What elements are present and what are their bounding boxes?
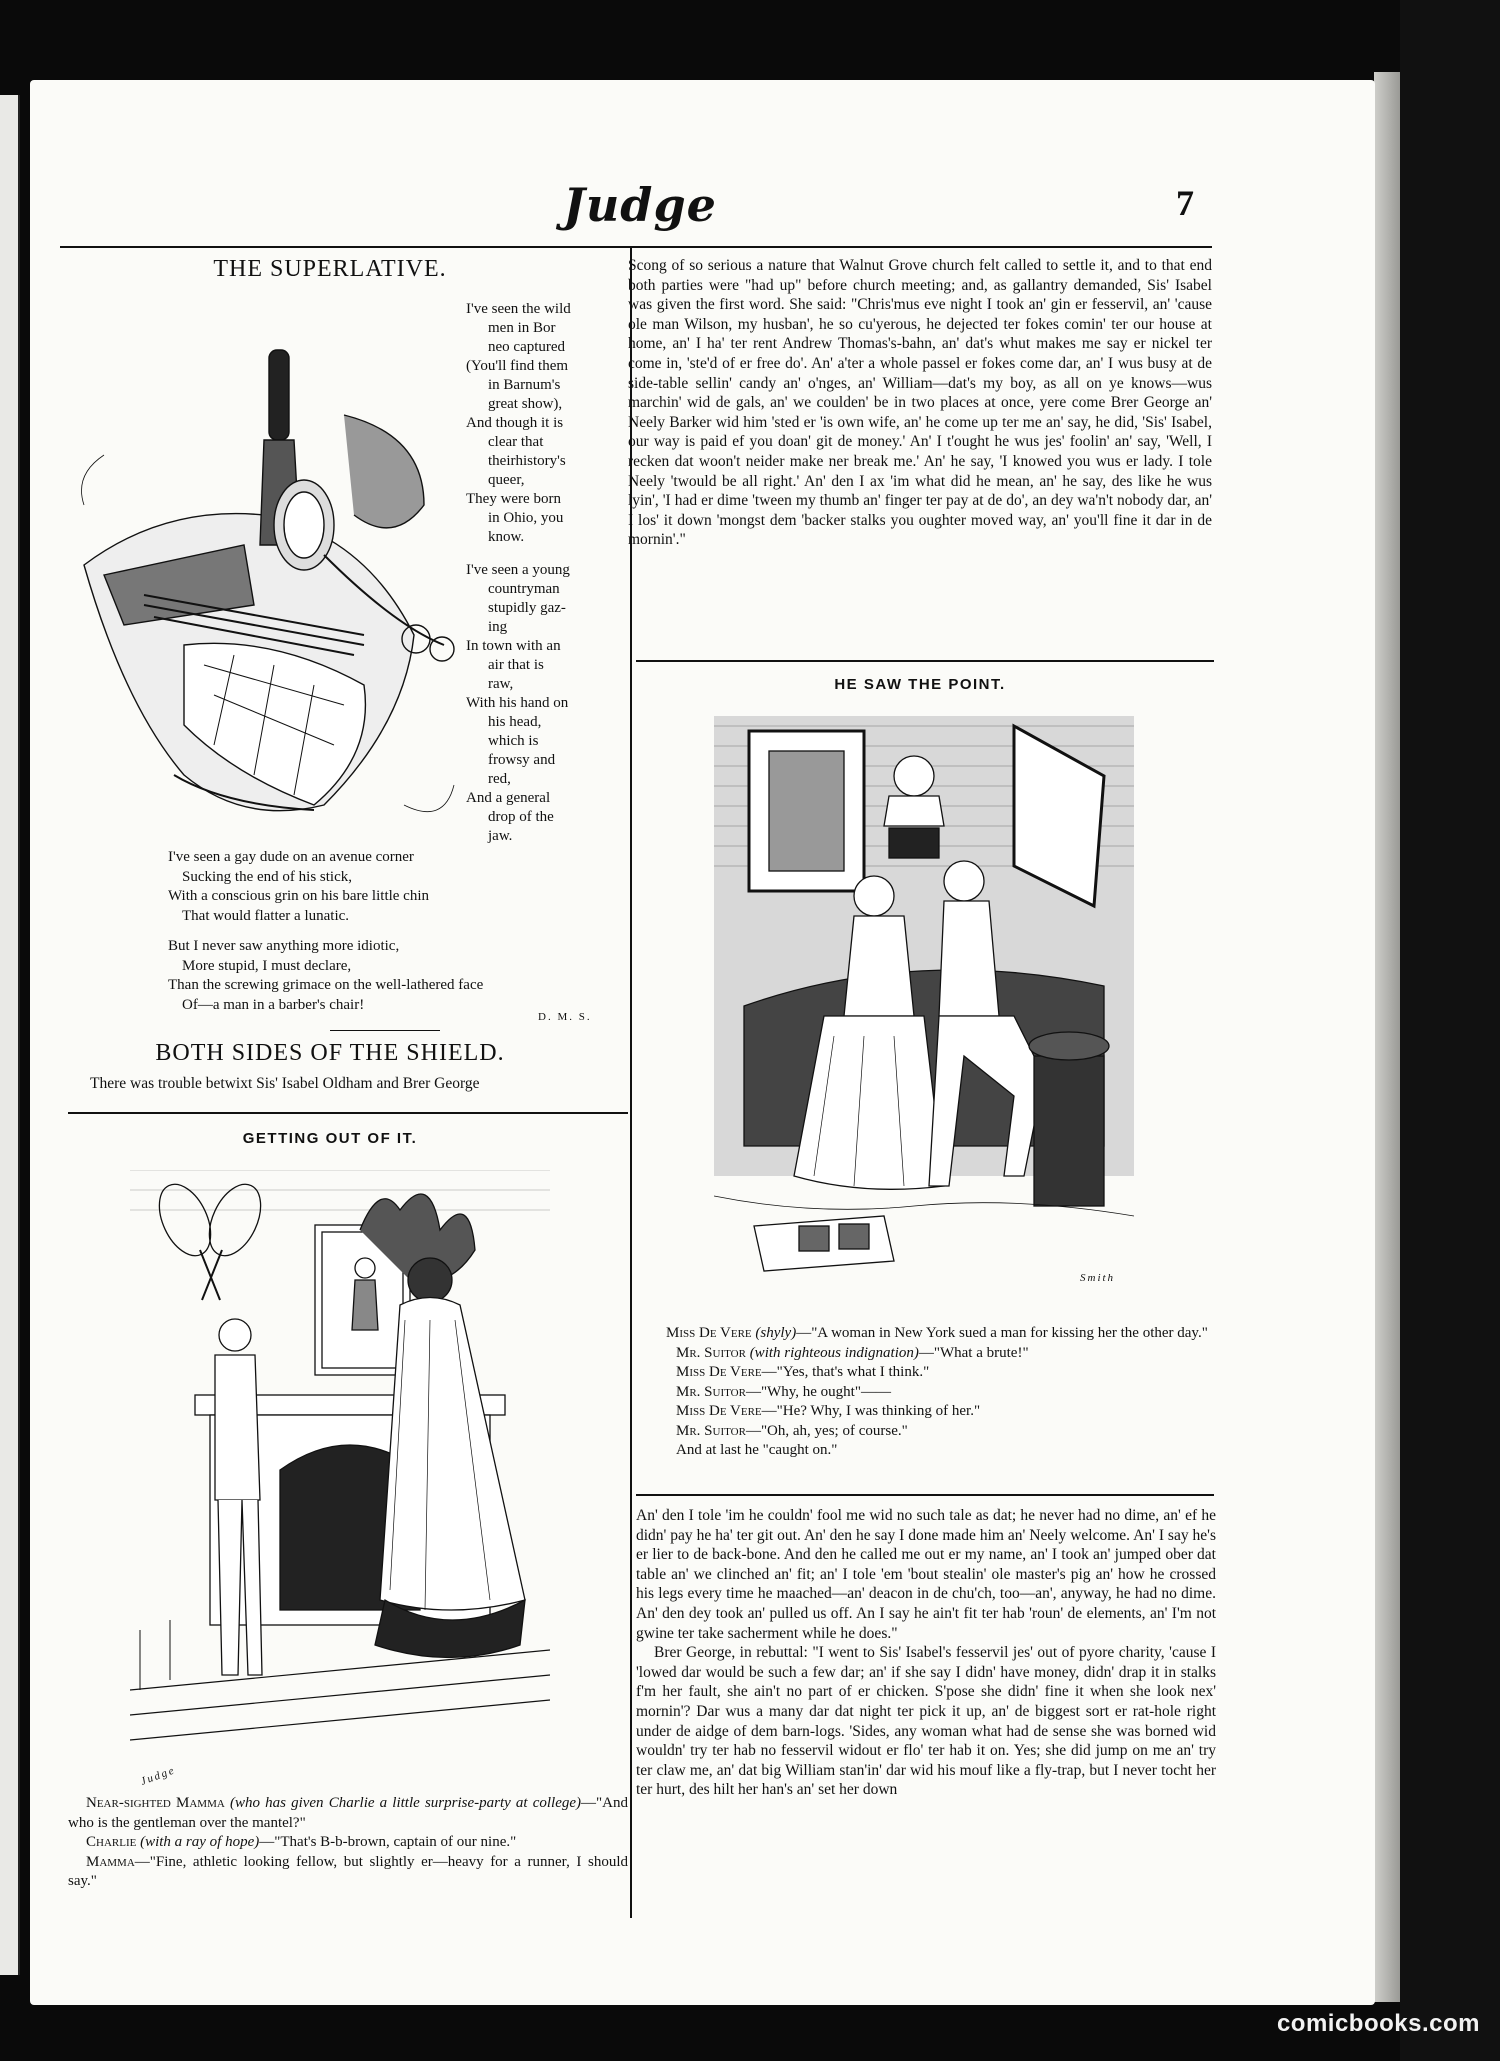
- dialog-line: [636, 1324, 1216, 1344]
- poem-line: That would flatter a lunatic.: [182, 907, 350, 924]
- shield-title: BOTH SIDES OF THE SHIELD.: [155, 1040, 505, 1066]
- spoken-text: —"He? Why, I was thinking of her.": [761, 1403, 981, 1419]
- spoken-text: —"A woman in New York sued a man for kissing her the other day.": [796, 1325, 1208, 1341]
- poem-line: And a general: [466, 790, 551, 806]
- illustration-signature: Smith: [1080, 1272, 1116, 1284]
- spoken-text: —"Fine, athletic looking fellow, but slightly er—heavy for a runner, I should say.": [68, 1853, 628, 1889]
- poem-line: I've seen a young: [466, 562, 570, 578]
- spoken-text: —"That's B-b-brown, captain of our nine.": [259, 1834, 517, 1850]
- poem-line: in Barnum's: [488, 377, 561, 393]
- poem-line: jaw.: [488, 828, 513, 844]
- poem-line: Than the screwing grimace on the well-lathered face: [168, 977, 484, 993]
- poem-line: More stupid, I must declare,: [182, 957, 352, 974]
- poem-line: know.: [488, 529, 525, 545]
- poem-line: In town with an: [466, 638, 561, 654]
- poem-line: I've seen the wild: [466, 301, 571, 317]
- poem-line: neo captured: [488, 339, 566, 355]
- side-stanza-1: [466, 300, 624, 547]
- poem-line: queer,: [488, 472, 525, 488]
- caption-line: [68, 1833, 628, 1853]
- paragraph: Brer George, in rebuttal: "I went to Sis' Isabel's fesservil jes' out of pyore charity, 'cause I 'lowed dar would be such a few dar; an' if she say I didn' have money, didn' drap it in stalks f'm her fault, she ain't no part of er chicken. S'pose she didn' fine it when she look nex' mornin'? Dar wus a many dar dat night ter pick it up, an' de biggest sort er rat-hole right under de aidge of dem barn-logs. 'Sides, any woman what had de sense she was borned wid wouldn' try ter hab no fesservil widout er flo' ter hab it on. Yes; she did jump on me an' try ter claw me, an' dat big William stan'in' dar wid his mouf like a fly-trap, but I never tocht her ter hurt, des hilt her han's an' set her down: [636, 1644, 1216, 1799]
- poem-line: They were born: [466, 491, 561, 507]
- shield-body-text-2: [636, 1506, 1216, 1800]
- poem-line: I've seen a gay dude on an avenue corner: [168, 849, 414, 865]
- spoken-text: —"And who is the gentleman over the mantel?": [68, 1795, 628, 1831]
- superlative-bottom-stanzas: [168, 848, 608, 1015]
- poem-line: frowsy and: [488, 752, 556, 768]
- shield-body-text-1: Scong of so serious a nature that Walnut Grove church felt called to settle it, and to that end both parties were "had up" before church meeting; and, as gallantry demanded, Sis' Isabel was given the first word. She said: "Chris'mus eve night I took an' gin er fesservil, an' 'cause ole man Wilson, my husban', he so cu'yerous, he dejected ter fokes comin' ter our house at home, an' I ha' ter rent Andrew Thomas's-bahn, an' dat's whut makes me say er nickel ter come in, 'ste'd of er free do'. An' a'ter a whole passel er fokes come dar, an' I wus busy at de side-table sellin' candy an' o'nges, an' William—dat's my boy, as all on ye knows—wus marchin' wid de gals, an' we coulden' be in two places at once, yere come Brer George an' Neely Barker wid him 'sted er 'is own wife, an' he come up ter me an' say, he did, 'Sis' Isabel, our way is paid ef you doan' git de money.' An' I t'ought he wus jes' foolin' an' say, 'Well, I recken dat woon't neider make ner break me.' An' he say, 'I knowed you wus er lady. I tole Neely 'twould be all right.' An' den I ax 'im what did he mean, an' he say, des like he wus lyin', 'I had er dime 'tween my thumb an' finger ter pay at de do', an dey wa'n't nobody dar, an' I los' it down 'mongst dem 'backer stalks you oughter moved way, an' you'll fine it dar in de mornin'.": [628, 257, 1212, 549]
- scan-border: [1400, 0, 1500, 2061]
- poem-line: theirhistory's: [488, 453, 566, 469]
- speaker: Near-sighted Mamma: [86, 1795, 225, 1811]
- poem-signature: D. M. S.: [538, 1011, 592, 1023]
- speaker: Charlie: [86, 1834, 137, 1850]
- book-edge: [1374, 72, 1400, 2002]
- section-rule: [636, 1494, 1214, 1496]
- stage-direction: (with righteous indignation): [749, 1344, 919, 1361]
- spoken-text: —"Yes, that's what I think.": [761, 1364, 930, 1380]
- parlor-illustration: [130, 1170, 550, 1780]
- side-stanza-2: [466, 561, 624, 846]
- getting-out-caption: [68, 1794, 628, 1892]
- section-rule: [636, 660, 1214, 662]
- stage-direction: (shyly): [755, 1325, 797, 1341]
- poem-line: And though it is: [466, 415, 564, 431]
- speaker: Mamma: [86, 1853, 135, 1870]
- poem-line: stupidly gaz-: [488, 600, 566, 616]
- saw-point-title: HE SAW THE POINT.: [834, 676, 1006, 693]
- speaker: Mr. Suitor: [676, 1344, 746, 1361]
- poem-line: which is: [488, 733, 539, 749]
- dialog-line: [636, 1383, 1216, 1403]
- shield-opening-text: There was trouble betwixt Sis' Isabel Oldham and Brer George: [90, 1075, 480, 1092]
- spoken-text: —"Oh, ah, yes; of course.": [745, 1422, 908, 1439]
- caption-line: [68, 1853, 628, 1892]
- header-rule: [60, 246, 1212, 248]
- poem-line: raw,: [488, 676, 514, 692]
- poem-line: Sucking the end of his stick,: [182, 868, 352, 885]
- poem-line: his head,: [488, 714, 542, 730]
- stage-direction: (who has given Charlie a little surprise-party at college): [229, 1795, 582, 1811]
- poem-line: (You'll find them: [466, 358, 569, 374]
- poem-line: But I never saw anything more idiotic,: [168, 938, 400, 954]
- superlative-title: THE SUPERLATIVE.: [213, 256, 447, 282]
- dialog-line: [636, 1363, 1216, 1383]
- dialog-line: [636, 1402, 1216, 1422]
- poem-line: air that is: [488, 657, 544, 673]
- left-page-edge: [0, 95, 20, 1975]
- poem-line: With a conscious grin on his bare little chin: [168, 888, 430, 904]
- saw-point-dialog: [636, 1324, 1216, 1461]
- speaker: Mr. Suitor: [676, 1422, 746, 1439]
- speaker: Miss De Vere: [676, 1364, 762, 1380]
- caption-line: [68, 1794, 628, 1833]
- spoken-text: —"What a brute!": [918, 1344, 1029, 1361]
- sofa-couple-illustration: [714, 716, 1134, 1296]
- still-life-illustration: [64, 305, 464, 845]
- poem-line: With his hand on: [466, 695, 569, 711]
- superlative-side-stanzas: [466, 300, 624, 846]
- getting-out-title: GETTING OUT OF IT.: [242, 1130, 418, 1147]
- poem-line: great show),: [488, 396, 563, 412]
- paragraph: An' den I tole 'im he couldn' fool me wid no such tale as dat; he never had no dime, an' ef he didn' pay he ha' ter git out. An' den he say I done made him an' Neely welcome. An' I say he's er lier to de back-bone. And den he called me out er my name, an' I took an' jumped ober dat table an' we clinched an' fit; an' I tole 'em 'bout stealin' ole master's pig an' how he crossed his legs every time he maached—an' deacon in de chu'ch, too—an', anyway, he had no dime. An' den dey took an' pulled us off. An I say he ain't fit ter hab 'roun' de elements, an' I'm not gwine ter take sacherment while he does.": [636, 1507, 1216, 1642]
- dialog-line: [636, 1344, 1216, 1364]
- dialog-line: [636, 1441, 1216, 1461]
- poem-line: in Ohio, you: [488, 510, 564, 526]
- page-number: 7: [1176, 183, 1194, 223]
- poem-line: drop of the: [488, 809, 554, 825]
- spoken-text: And at last he "caught on.": [676, 1442, 838, 1458]
- poem-line: ing: [488, 619, 508, 635]
- masthead-logo: Judge: [563, 178, 717, 232]
- poem-line: red,: [488, 771, 511, 787]
- poem-line: clear that: [488, 434, 544, 450]
- speaker: Mr. Suitor: [676, 1383, 746, 1400]
- poem-line: men in Bor: [488, 320, 556, 336]
- section-rule: [330, 1030, 440, 1031]
- stage-direction: (with a ray of hope): [140, 1834, 260, 1850]
- watermark: comicbooks.com: [1276, 2010, 1480, 2037]
- section-rule: [68, 1112, 628, 1114]
- poem-line: Of—a man in a barber's chair!: [182, 996, 365, 1013]
- speaker: Miss De Vere: [666, 1325, 752, 1341]
- dialog-line: [636, 1422, 1216, 1442]
- speaker: Miss De Vere: [676, 1403, 762, 1419]
- illustration-signature: Judge: [139, 1764, 178, 1788]
- spoken-text: —"Why, he ought"——: [745, 1383, 891, 1400]
- poem-line: countryman: [488, 581, 560, 597]
